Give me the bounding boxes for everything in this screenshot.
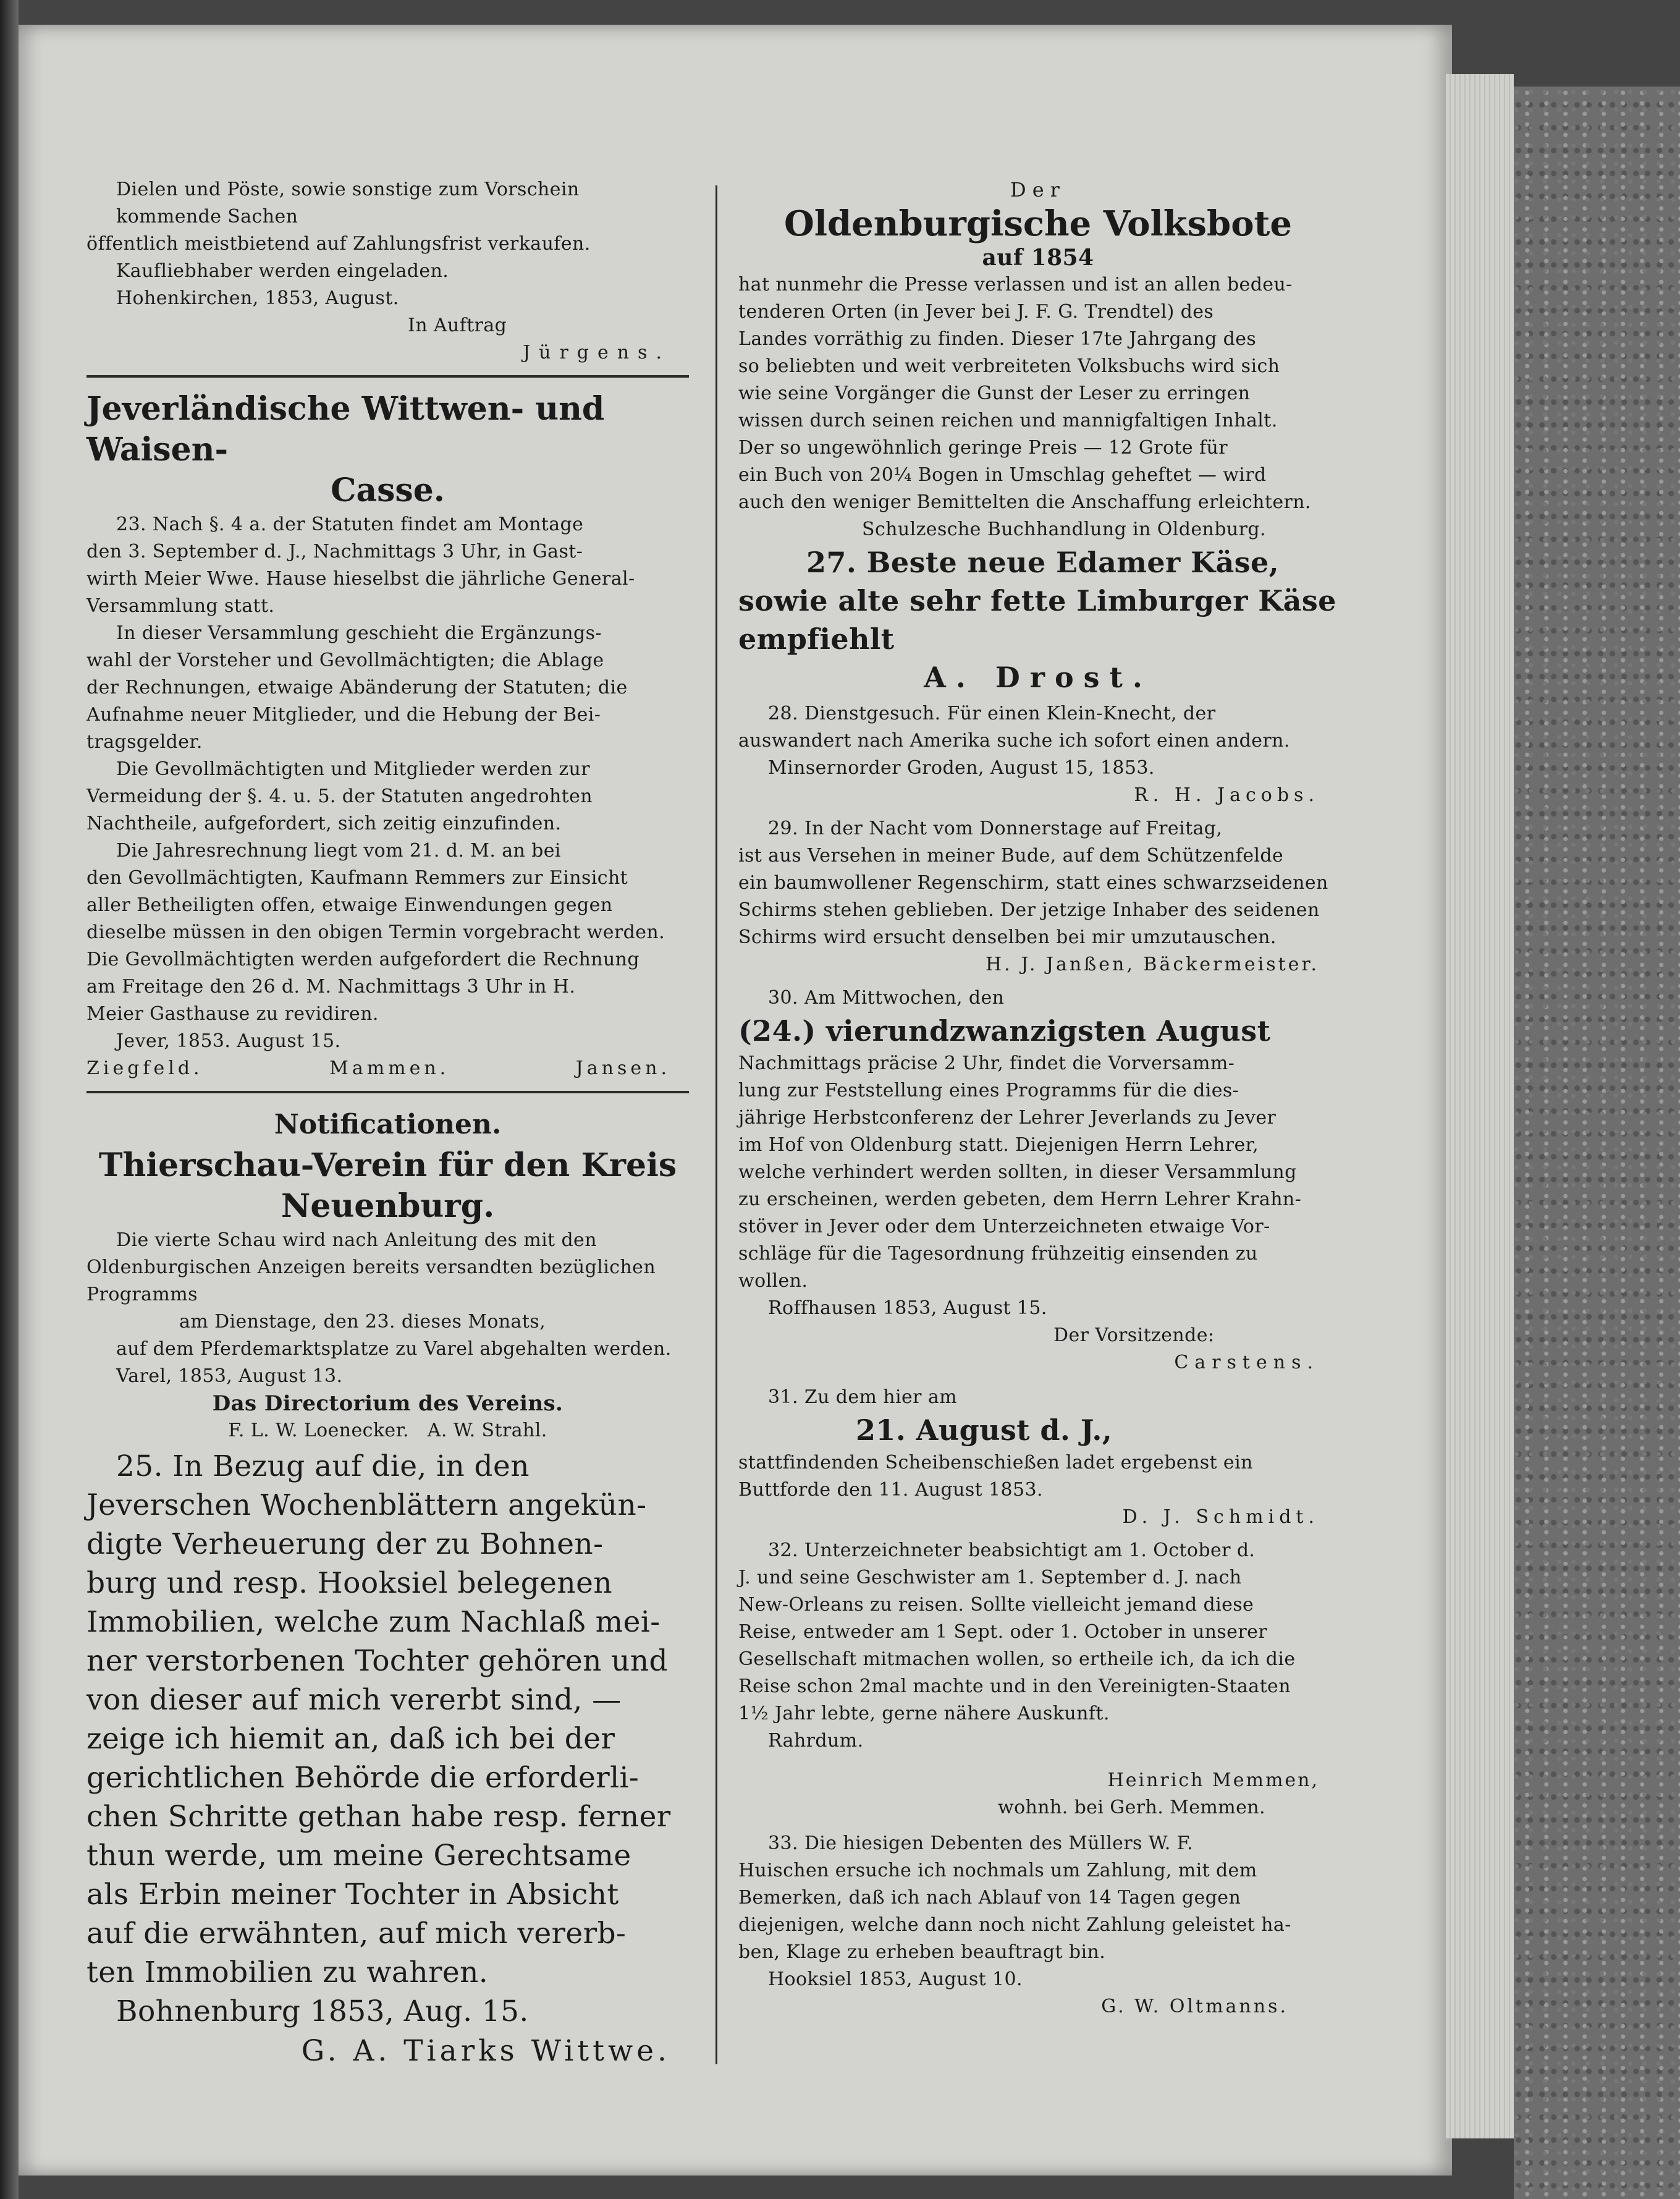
text-line: wirth Meier Wwe. Hause hieselbst die jährliche General- — [87, 568, 635, 590]
text-line: 29. In der Nacht vom Donnerstage auf Freitag, — [768, 818, 1223, 839]
signature: R. H. Jacobs. — [1134, 784, 1319, 806]
ad-31 — [738, 1384, 1338, 1531]
text-line: Nachtheile, aufgefordert, sich zeitig einzufinden. — [87, 813, 562, 834]
ad-headline: 21. August d. J., — [856, 1413, 1113, 1447]
ad-line: empfiehlt — [738, 622, 895, 656]
text-line: auch den weniger Bemittelten die Anschaffung erleichtern. — [738, 491, 1311, 513]
text-line: Roffhausen 1853, August 15. — [768, 1297, 1047, 1319]
signature: Heinrich Memmen, — [1107, 1769, 1319, 1791]
signature: G. A. Tiarks Wittwe. — [301, 2034, 670, 2068]
ad-25 — [87, 1447, 689, 2072]
text-line: Hooksiel 1853, August 10. — [768, 1968, 1023, 1990]
ad-line: 27. Beste neue Edamer Käse, — [806, 546, 1280, 579]
text-line: hat nunmehr die Presse verlassen und ist an allen bedeu- — [738, 274, 1293, 295]
ad-line: sowie alte sehr fette Limburger Käse — [738, 584, 1336, 617]
ad-28 — [738, 700, 1338, 809]
text-line: Aufnahme neuer Mitglieder, und die Hebung der Bei- — [87, 704, 601, 726]
page-gutter-left — [0, 0, 19, 2199]
text-line: am Freitage den 26 d. M. Nachmittags 3 Uhr in H. — [87, 976, 576, 998]
text-line: wie seine Vorgänger die Gunst der Leser zu erringen — [738, 383, 1251, 404]
text-line: stattfindenden Scheibenschießen ladet ergebenst ein — [738, 1452, 1253, 1473]
page-stack-edge — [1446, 74, 1514, 2138]
text-line: auswandert nach Amerika suche ich sofort einen andern. — [738, 730, 1290, 752]
ad-30 — [738, 985, 1338, 1376]
text-line: Versammlung statt. — [87, 595, 275, 617]
ad-headline: (24.) vierundzwanzigsten August — [738, 1014, 1271, 1048]
text-line: den 3. September d. J., Nachmittags 3 Uhr, in Gast- — [87, 541, 583, 562]
text-line: wollen. — [738, 1270, 808, 1292]
text-line: aller Betheiligten offen, etwaige Einwendungen gegen — [87, 894, 613, 916]
text-line: Meier Gasthause zu revidiren. — [87, 1003, 379, 1025]
text-line: diejenigen, welche dann noch nicht Zahlung geleistet ha- — [738, 1914, 1291, 1936]
text-line: Hohenkirchen, 1853, August. — [116, 287, 399, 309]
text-line: tenderen Orten (in Jever bei J. F. G. Trendtel) des — [738, 301, 1214, 323]
text-line: Gesellschaft mitmachen wollen, so ertheile ich, da ich die — [738, 1648, 1296, 1670]
marbled-book-cover — [1514, 87, 1680, 2199]
signer: Mammen. — [329, 1057, 450, 1079]
text-line: zu erscheinen, werden gebeten, dem Herrn Lehrer Krahn- — [738, 1188, 1302, 1210]
auction-notice — [87, 176, 689, 366]
ad-line: als Erbin meiner Tochter in Absicht — [87, 1878, 619, 1912]
text-line: ein Buch von 20¼ Bogen in Umschlag geheftet — wird — [738, 464, 1267, 486]
ad-line: digte Verheuerung der zu Bohnen- — [87, 1527, 604, 1561]
text-line: so beliebten und weit verbreiteten Volksbuchs wird sich — [738, 355, 1280, 377]
text-line: J. und seine Geschwister am 1. September d. J. nach — [738, 1567, 1242, 1588]
text-line: Die Gevollmächtigten werden aufgefordert die Rechnung — [87, 949, 640, 970]
text-line: Kaufliebhaber werden eingeladen. — [116, 260, 449, 282]
ad-32 — [738, 1537, 1338, 1821]
text-line: ben, Klage zu erheben beauftragt bin. — [738, 1941, 1106, 1963]
section-heading: Notificationen. — [274, 1109, 502, 1140]
text-line: Vermeidung der §. 4. u. 5. der Statuten angedrohten — [87, 786, 593, 807]
text-line: schläge für die Tagesordnung frühzeitig einsenden zu — [738, 1243, 1258, 1265]
text-line: Die Gevollmächtigten und Mitglieder werden zur — [116, 758, 591, 780]
signers-row — [87, 1055, 689, 1082]
ad-line: ten Immobilien zu wahren. — [87, 1955, 489, 1989]
section-rule — [87, 375, 689, 378]
text-line: 28. Dienstgesuch. Für einen Klein-Knecht, der — [768, 703, 1216, 724]
text-line: der Rechnungen, etwaige Abänderung der Statuten; die — [87, 677, 628, 698]
text-line: tragsgelder. — [87, 731, 203, 753]
signature: G. W. Oltmanns. — [1101, 1996, 1288, 2017]
ad-33 — [738, 1830, 1338, 2020]
signer: Jansen. — [575, 1057, 670, 1079]
ad-line: Bohnenburg 1853, Aug. 15. — [116, 1994, 529, 2028]
text-line: Jever, 1853. August 15. — [116, 1030, 341, 1052]
section-title: Thierschau-Verein für den Kreis — [98, 1146, 677, 1184]
text-line: Die Jahresrechnung liegt vom 21. d. M. an bei — [116, 840, 561, 862]
ad-line: auf die erwähnten, auf mich vererb- — [87, 1917, 627, 1951]
text-line: 32. Unterzeichneter beabsichtigt am 1. October d. — [768, 1540, 1256, 1561]
section-title: Casse. — [331, 472, 445, 509]
names-line: F. L. W. Loenecker. A. W. Strahl. — [228, 1420, 547, 1441]
text-line: 33. Die hiesigen Debenten des Müllers W. F. — [768, 1833, 1194, 1854]
text-line: jährige Herbstconferenz der Lehrer Jeverlands zu Jever — [738, 1107, 1277, 1129]
text-line: Schirms wird ersucht denselben bei mir umzutauschen. — [738, 926, 1277, 948]
section-title: Jeverländische Wittwen- und Waisen- — [87, 390, 605, 468]
text-line: ist aus Versehen in meiner Bude, auf dem Schützenfelde — [738, 845, 1284, 866]
signer: Ziegfeld. — [87, 1057, 203, 1079]
text-line: Rahrdum. — [768, 1730, 864, 1752]
text-line: Bemerken, daß ich nach Ablauf von 14 Tagen gegen — [738, 1887, 1241, 1909]
ad-line: Immobilien, welche zum Nachlaß mei- — [87, 1605, 661, 1639]
volksbote-ad — [738, 176, 1338, 543]
ad-line: thun werde, um meine Gerechtsame — [87, 1839, 631, 1873]
text-line: Die vierte Schau wird nach Anleitung des mit den — [116, 1229, 597, 1251]
signature: H. J. Janßen, Bäckermeister. — [985, 954, 1319, 975]
text-line: In dieser Versammlung geschieht die Ergänzungs- — [116, 622, 602, 644]
publisher: Schulzesche Buchhandlung in Oldenburg. — [862, 519, 1266, 540]
ad-line: 25. In Bezug auf die, in den — [116, 1449, 530, 1483]
directorium: Das Directorium des Vereins. — [212, 1391, 564, 1416]
ad-line: ner verstorbenen Tochter gehören und — [87, 1644, 668, 1678]
ad-27 — [738, 543, 1338, 697]
signature: Carstens. — [1174, 1352, 1319, 1373]
ad-29 — [738, 815, 1338, 978]
text-line: wahl der Vorsteher und Gevollmächtigten; die Ablage — [87, 650, 604, 671]
text-line: 31. Zu dem hier am — [768, 1386, 957, 1408]
text-line: dieselbe müssen in den obigen Termin vorgebracht werden. — [87, 922, 665, 943]
text-line: Oldenburgischen Anzeigen bereits versandten bezüglichen — [87, 1256, 656, 1278]
text-line: öffentlich meistbietend auf Zahlungsfrist verkaufen. — [87, 233, 591, 255]
signature: Jürgens. — [523, 342, 670, 363]
text-line: Der so ungewöhnlich geringe Preis — 12 Grote für — [738, 437, 1228, 459]
text-line: am Dienstage, den 23. dieses Monats, — [179, 1311, 546, 1333]
column-divider — [715, 185, 717, 2064]
signature: D. J. Schmidt. — [1122, 1506, 1319, 1528]
widows-fund-notice — [87, 389, 689, 1082]
text-line: Schirms stehen geblieben. Der jetzige Inhaber des seidenen — [738, 899, 1320, 921]
text-line: Buttforde den 11. August 1853. — [738, 1479, 1043, 1501]
text-line: In Auftrag — [408, 315, 507, 336]
left-column — [87, 176, 689, 2072]
text-line: stöver in Jever oder dem Unterzeichneten etwaige Vor- — [738, 1216, 1270, 1237]
text-line: Programms — [87, 1284, 198, 1305]
text-line: 23. Nach §. 4 a. der Statuten findet am Montage — [116, 514, 584, 535]
text-line: Reise, entweder am 1 Sept. oder 1. October in unserer — [738, 1621, 1267, 1643]
text-line: wissen durch seinen reichen und mannigfaltigen Inhalt. — [738, 410, 1278, 431]
text-line: auf dem Pferdemarktsplatze zu Varel abgehalten werden. — [116, 1338, 672, 1360]
ad-line: gerichtlichen Behörde die erforderli- — [87, 1761, 639, 1795]
text-line: New-Orleans zu reisen. Sollte vielleicht jemand diese — [738, 1594, 1254, 1616]
text-line: kommende Sachen — [116, 206, 298, 227]
ad-line: zeige ich hiemit an, daß ich bei der — [87, 1722, 615, 1756]
ad-title: Oldenburgische Volksbote — [783, 203, 1293, 244]
ad-header-small: Der — [1010, 178, 1066, 201]
ad-line: chen Schritte gethan habe resp. ferner — [87, 1800, 671, 1834]
ad-line: burg und resp. Hooksiel belegenen — [87, 1566, 612, 1600]
right-column — [738, 176, 1338, 2020]
signature-address: wohnh. bei Gerh. Memmen. — [998, 1797, 1265, 1818]
text-line: Huischen ersuche ich nochmals um Zahlung, mit dem — [738, 1860, 1257, 1881]
ad-line: von dieser auf mich vererbt sind, — — [87, 1683, 622, 1717]
text-line: ein baumwollener Regenschirm, statt eines schwarzseidenen — [738, 872, 1328, 894]
text-line: Minsernorder Groden, August 15, 1853. — [768, 757, 1155, 779]
text-line: den Gevollmächtigten, Kaufmann Remmers zur Einsicht — [87, 867, 628, 889]
section-rule — [87, 1091, 689, 1093]
text-line: Nachmittags präcise 2 Uhr, findet die Vorversamm- — [738, 1053, 1235, 1074]
ad-line: Jeverschen Wochenblättern angekün- — [87, 1488, 647, 1522]
text-line: im Hof von Oldenburg statt. Diejenigen Herrn Lehrer, — [738, 1134, 1259, 1156]
signature: A. Drost. — [924, 661, 1152, 694]
ad-year: auf 1854 — [982, 245, 1094, 271]
notifications-section — [87, 1104, 689, 1444]
section-title: Neuenburg. — [281, 1187, 495, 1225]
text-line: Varel, 1853, August 13. — [116, 1365, 343, 1387]
text-line: welche verhindert werden sollten, in dieser Versammlung — [738, 1161, 1297, 1183]
text-line: Landes vorräthig zu finden. Dieser 17te Jahrgang des — [738, 328, 1257, 350]
role: Der Vorsitzende: — [1053, 1324, 1215, 1346]
text-line: 1½ Jahr lebte, gerne nähere Auskunft. — [738, 1703, 1110, 1724]
text-line: 30. Am Mittwochen, den — [768, 987, 1005, 1009]
text-line: Dielen und Pöste, sowie sonstige zum Vorschein — [116, 179, 580, 200]
text-line: lung zur Feststellung eines Programms für die dies- — [738, 1080, 1239, 1101]
text-line: Reise schon 2mal machte und in den Vereinigten-Staaten — [738, 1676, 1291, 1697]
